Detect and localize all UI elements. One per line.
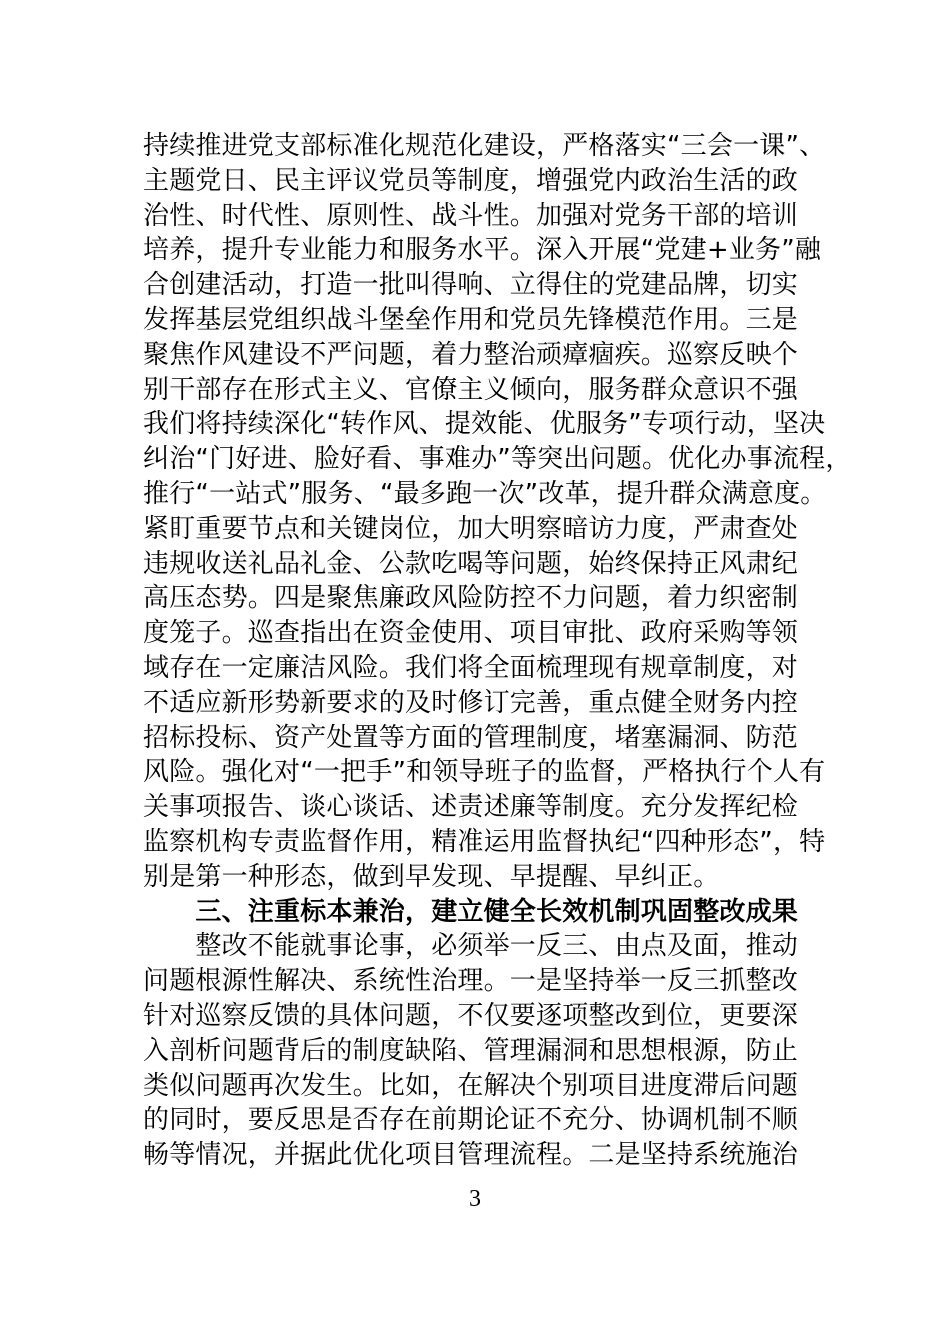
body-text	[143, 129, 852, 1173]
text-line: 别干部存在形式主义、官僚主义倾向，服务群众意识不强	[143, 374, 799, 405]
text-line: 违规收送礼品礼金、公款吃喝等问题，始终保持正风肃纪	[143, 548, 799, 579]
section-heading: 三、注重标本兼治，建立健全长效机制巩固整改成果	[143, 896, 799, 927]
text-line: 持续推进党支部标准化规范化建设，严格落实“三会一课”、	[143, 131, 826, 161]
text-line: 类似问题再次发生。比如，在解决个别项目进度滞后问题	[143, 1070, 799, 1101]
text-line: 针对巡察反馈的具体问题，不仅要逐项整改到位，更要深	[143, 1000, 799, 1031]
page-number: 3	[469, 1186, 481, 1212]
text-line: 我们将持续深化“转作风、提效能、优服务”专项行动，坚决	[143, 409, 826, 440]
text-line: 培养，提升专业能力和服务水平。深入开展“党建+业务”融	[143, 235, 822, 266]
text-line: 入剖析问题背后的制度缺陷、管理漏洞和思想根源，防止	[143, 1035, 799, 1066]
text-line: 紧盯重要节点和关键岗位，加大明察暗访力度，严肃查处	[143, 513, 799, 544]
text-line: 问题根源性解决、系统性治理。一是坚持举一反三抓整改	[143, 966, 799, 997]
text-line: 不适应新形势新要求的及时修订完善，重点健全财务内控	[143, 687, 799, 718]
text-line: 治性、时代性、原则性、战斗性。加强对党务干部的培训	[143, 200, 799, 231]
text-line: 招标投标、资产处置等方面的管理制度，堵塞漏洞、防范	[143, 722, 799, 753]
text-line: 监察机构专责监督作用，精准运用监督执纪“四种形态”，特	[143, 826, 826, 857]
text-line: 畅等情况，并据此优化项目管理流程。二是坚持系统施治	[143, 1140, 799, 1171]
text-line: 推行“一站式”服务、“最多跑一次”改革，提升群众满意度。	[143, 478, 827, 509]
text-line: 关事项报告、谈心谈话、述责述廉等制度。充分发挥纪检	[143, 792, 799, 823]
text-line: 风险。强化对“一把手”和领导班子的监督，严格执行个人有	[143, 757, 826, 788]
text-line: 的同时，要反思是否存在前期论证不充分、协调机制不顺	[143, 1105, 799, 1136]
text-line: 别是第一种形态，做到早发现、早提醒、早纠正。	[143, 861, 720, 892]
text-line: 主题党日、民主评议党员等制度，增强党内政治生活的政	[143, 165, 799, 196]
text-line: 合创建活动，打造一批叫得响、立得住的党建品牌，切实	[143, 270, 799, 301]
text-line: 高压态势。四是聚焦廉政风险防控不力问题，着力织密制	[143, 583, 799, 614]
text-line: 度笼子。巡查指出在资金使用、项目审批、政府采购等领	[143, 618, 799, 649]
text-line: 域存在一定廉洁风险。我们将全面梳理现有规章制度，对	[143, 652, 799, 683]
text-line: 整改不能就事论事，必须举一反三、由点及面，推动	[143, 931, 799, 962]
text-line: 纠治“门好进、脸好看、事难办”等突出问题。优化办事流程，	[143, 444, 852, 475]
text-line: 发挥基层党组织战斗堡垒作用和党员先锋模范作用。三是	[143, 304, 799, 335]
text-line: 聚焦作风建设不严问题，着力整治顽瘴痼疾。巡察反映个	[143, 339, 799, 370]
